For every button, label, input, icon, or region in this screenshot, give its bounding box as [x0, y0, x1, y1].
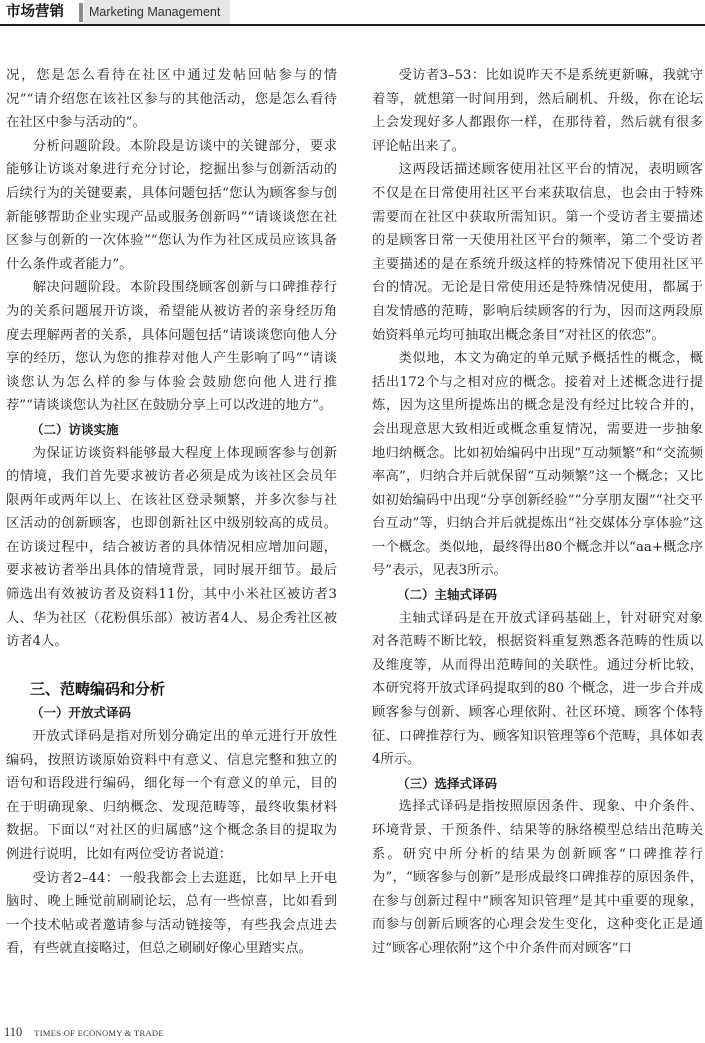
page-number: 110	[4, 1025, 23, 1039]
paragraph: 况，您是怎么看待在社区中通过发帖回帖参与的情况”“请介绍您在该社区参与的其他活动，您是怎么看待在社区中参与活动的”。	[6, 68, 337, 131]
section-heading: 三、范畴编码和分析	[30, 679, 166, 698]
subsection-heading: （一）开放式译码	[31, 705, 132, 721]
header-divider-bar	[79, 3, 83, 22]
paragraph: 为保证访谈资料能够最大程度上体现顾客参与创新的情境，我们首先要求被访者必须是成为该社区会员年限两年或两年以上、在该社区登录频繁，并多次参与社区活动的创新顾客，也即创新社区中级别较高的成员。在访谈过程中，结合被访者的具体情况相应增加问题，要求被访者举出具体的情境背景，同时展开细节。最后筛选出有效被访者及资料11份，其中小米社区被访者3人、华为社区（花粉俱乐部）被访者4人、易企秀社区被访者4人。	[6, 445, 337, 650]
paragraph: 受访者2–44：一般我都会上去逛逛，比如早上开电脑时、晚上睡觉前刷刷论坛，总有一些惊喜，比如看到一个技术帖或者邀请参与活动链接等，有些我会点进去看，有些就直接略过，但总之刷刷好像心里踏实点。	[6, 870, 337, 957]
paragraph: 受访者3–53：比如说昨天不是系统更新嘛，我就守着等，就想第一时间用到，然后刷机、升级，你在论坛上会发现好多人都跟你一样，在那待着，然后就有很多评论帖出来了。	[372, 68, 703, 154]
subsection-heading: （三）选择式译码	[397, 775, 498, 791]
subsection-heading: （二）访谈实施	[31, 421, 119, 437]
header-rule	[0, 24, 705, 26]
paragraph: 选择式译码是指按照原因条件、现象、中介条件、环境背景、干预条件、结果等的脉络模型总结出范畴关系。研究中所分析的结果为创新顾客“口碑推荐行为”，“顾客参与创新”是形成最终口碑推荐的原因条件，在参与创新过程中“顾客知识管理”是其中重要的现象，而参与创新后顾客的心理会发生变化，这种变化正是通过“顾客心理依附”这个中介条件而对顾客“口	[372, 799, 703, 956]
left-column	[6, 64, 337, 961]
journal-name: TIMES OF ECONOMY & TRADE	[34, 1028, 164, 1038]
paragraph: 主轴式译码是在开放式译码基础上，针对研究对象对各范畴不断比较，根据资料重复熟悉各范畴的性质以及维度等，从而得出范畴间的关联性。通过分析比较，本研究将开放式译码提取到的80 个概念，进一步合并成顾客参与创新、顾客心理依附、社区环境、顾客个体特征、口碑推荐行为、顾客知识管理等6个范畴，具体如表4所示。	[372, 610, 703, 768]
page-header	[0, 0, 705, 24]
section-title-en: Marketing Management	[84, 0, 230, 24]
right-column	[372, 64, 703, 961]
section-title-cn: 市场营销	[6, 4, 64, 20]
paragraph: 开放式译码是指对所划分确定出的单元进行开放性编码，按照访谈原始资料中有意义、信息完整和独立的语句和语段进行编码，细化每一个有意义的单元，目的在于明确现象、归纳概念、发现范畴等，最终收集材料数据。下面以“对社区的归属感”这个概念条目的提取为例进行说明，比如有两位受访者说道：	[6, 729, 337, 862]
page-footer	[4, 1023, 164, 1041]
paragraph: 解决问题阶段。本阶段围绕顾客创新与口碑推荐行为的关系问题展开访谈，希望能从被访者的亲身经历角度去理解两者的关系，具体问题包括“请谈谈您向他人分享的经历，您认为您的推荐对他人产生影响了吗”“请谈谈您认为怎么样的参与体验会鼓励您向他人进行推荐”“请谈谈您认为社区在鼓励分享上可以改进的地方”。	[6, 280, 337, 414]
paragraph: 类似地，本文为确定的单元赋予概括性的概念，概括出172个与之相对应的概念。接着对上述概念进行提炼，因为这里所提炼出的概念是没有经过比较合并的，会出现意思大致相近或概念重复情况，需要进一步抽象地归纳概念。比如初始编码中出现“互动频繁”和“交流频率高”，归纳合并后就保留“互动频繁”这一个概念；又比如初始编码中出现“分享创新经验”“分享朋友圈”“社交平台互动”等，归纳合并后就提炼出“社交媒体分享体验”这一个概念。类似地，最终得出80个概念并以“aa+概念序号”表示，见表3所示。	[372, 351, 703, 579]
paragraph: 分析问题阶段。本阶段是访谈中的关键部分，要求能够让访谈对象进行充分讨论，挖掘出参与创新活动的后续行为的关键要素，具体问题包括“您认为顾客参与创新能够帮助企业实现产品或服务创新吗”“请谈谈您在社区参与创新的一次体验”“您认为作为社区成员应该具备什么条件或者能力”。	[6, 138, 337, 272]
subsection-heading: （二）主轴式译码	[397, 587, 498, 603]
paragraph: 这两段话描述顾客使用社区平台的情况，表明顾客不仅是在日常使用社区平台来获取信息，也会由于特殊需要而在社区中获取所需知识。第一个受访者主要描述的是顾客日常一天使用社区平台的频率，第二个受访者主要描述的是在系统升级这样的特殊情况下使用社区平台的情况。无论是日常使用还是特殊情况使用，都属于自发情感的范畴，影响后续顾客的行为，因而这两段原始资料单元均可抽取出概念条目“对社区的依恋”。	[372, 162, 703, 343]
